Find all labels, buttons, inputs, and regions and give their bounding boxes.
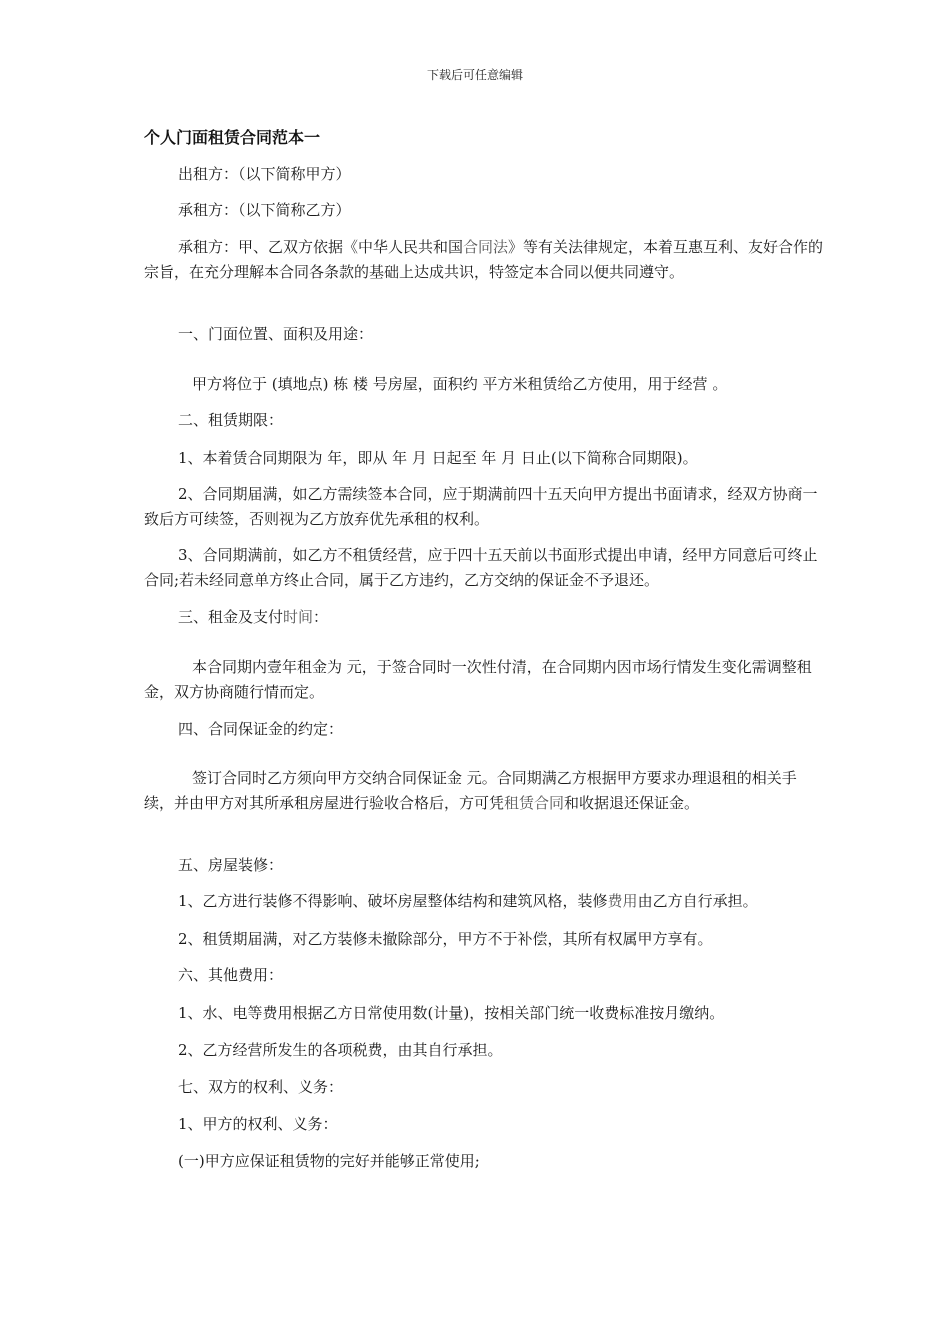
section-2-item-3 (144, 543, 824, 593)
preamble-text-b: 》等有关法律规定，本着互惠互利、友好合作的宗旨，在充分理解本合同各条款的基础上达成共识，特签定本合同以便共同遵守。 (144, 238, 824, 281)
cost-link[interactable]: 费用 (607, 892, 638, 910)
section-2-item-3-text: 3、合同期满前，如乙方不租赁经营，应于四十五天前以书面形式提出申请，经甲方同意后可终止合同;若未经同意单方终止合同，属于乙方违约，乙方交纳的保证金不予退还。 (144, 546, 818, 589)
section-6-item-2 (144, 1038, 824, 1063)
document-title: 个人门面租赁合同范本一 (144, 128, 321, 147)
section-6-heading (144, 963, 824, 988)
lease-contract-link[interactable]: 租赁合同 (504, 794, 565, 812)
section-6-item-1 (144, 1001, 824, 1026)
section-2-item-1 (144, 446, 824, 471)
section-3-heading (144, 605, 824, 630)
section-2-heading (144, 408, 824, 433)
section-6-item-2-text: 2、乙方经营所发生的各项税费，由其自行承担。 (178, 1041, 503, 1059)
contract-law-link[interactable]: 合同法 (463, 238, 509, 256)
section-1-heading-text: 一、门面位置、面积及用途： (178, 325, 374, 343)
section-4-body (144, 766, 824, 816)
time-link[interactable]: 时间 (283, 608, 314, 626)
preamble-text-a: 承租方：甲、乙双方依据《中华人民共和国 (178, 238, 464, 256)
section-2-item-2-text: 2、合同期届满，如乙方需续签本合同，应于期满前四十五天向甲方提出书面请求，经双方协商一致后方可续签，否则视为乙方放弃优先承租的权利。 (144, 485, 818, 528)
section-7-sub-1-text: 1、甲方的权利、义务： (178, 1115, 338, 1133)
page-header-note: 下载后可任意编辑 (426, 68, 523, 82)
preamble-paragraph (144, 235, 824, 285)
section-7-sub-1-item-1-text: (一)甲方应保证租赁物的完好并能够正常使用; (178, 1152, 480, 1170)
section-5-heading-text: 五、房屋装修： (178, 856, 284, 874)
section-5-item-1-text-a: 1、乙方进行装修不得影响、破坏房屋整体结构和建筑风格，装修 (178, 892, 608, 910)
lessee-line (144, 198, 824, 223)
section-6-heading-text: 六、其他费用： (178, 966, 284, 984)
section-6-item-1-text: 1、水、电等费用根据乙方日常使用数(计量)，按相关部门统一收费标准按月缴纳。 (178, 1004, 725, 1022)
section-1-body-text: 甲方将位于 (填地点) 栋 楼 号房屋，面积约 平方米租赁给乙方使用，用于经营 。 (192, 375, 728, 393)
lessor-line (144, 162, 824, 187)
section-2-item-2 (144, 482, 824, 532)
section-7-heading-text: 七、双方的权利、义务： (178, 1078, 344, 1096)
section-5-item-1-text-b: 由乙方自行承担。 (637, 892, 758, 910)
section-1-body (144, 372, 824, 397)
section-1-heading (144, 322, 824, 347)
section-4-heading (144, 717, 824, 742)
section-5-item-2 (144, 927, 824, 952)
lessee-text: 承租方：（以下简称乙方） (178, 201, 351, 219)
section-4-heading-text: 四、合同保证金的约定： (178, 720, 344, 738)
section-2-heading-text: 二、租赁期限： (178, 411, 284, 429)
lessor-text: 出租方：（以下简称甲方） (178, 165, 351, 183)
section-3-heading-text-a: 三、租金及支付 (178, 608, 284, 626)
section-3-body-text: 本合同期内壹年租金为 元，于签合同时一次性付清，在合同期内因市场行情发生变化需调整租金，双方协商随行情而定。 (144, 658, 812, 701)
section-4-body-text-a: 签订合同时乙方须向甲方交纳合同保证金 元。合同期满乙方根据甲方要求办理退租的相关手续，并由甲方对其所承租房屋进行验收合格后，方可凭 (144, 769, 797, 812)
section-3-body (144, 655, 824, 705)
section-2-item-1-text: 1、本着赁合同期限为 年，即从 年 月 日起至 年 月 日止(以下简称合同期限)。 (178, 449, 698, 467)
section-7-heading (144, 1075, 824, 1100)
section-4-body-text-b: 和收据退还保证金。 (564, 794, 700, 812)
section-5-heading (144, 853, 824, 878)
section-5-item-1 (144, 889, 824, 914)
section-5-item-2-text: 2、租赁期届满，对乙方装修未撤除部分，甲方不于补偿，其所有权属甲方享有。 (178, 930, 713, 948)
section-7-sub-1-item-1 (144, 1149, 824, 1174)
section-7-sub-1 (144, 1112, 824, 1137)
section-3-heading-text-b: ： (313, 608, 329, 626)
